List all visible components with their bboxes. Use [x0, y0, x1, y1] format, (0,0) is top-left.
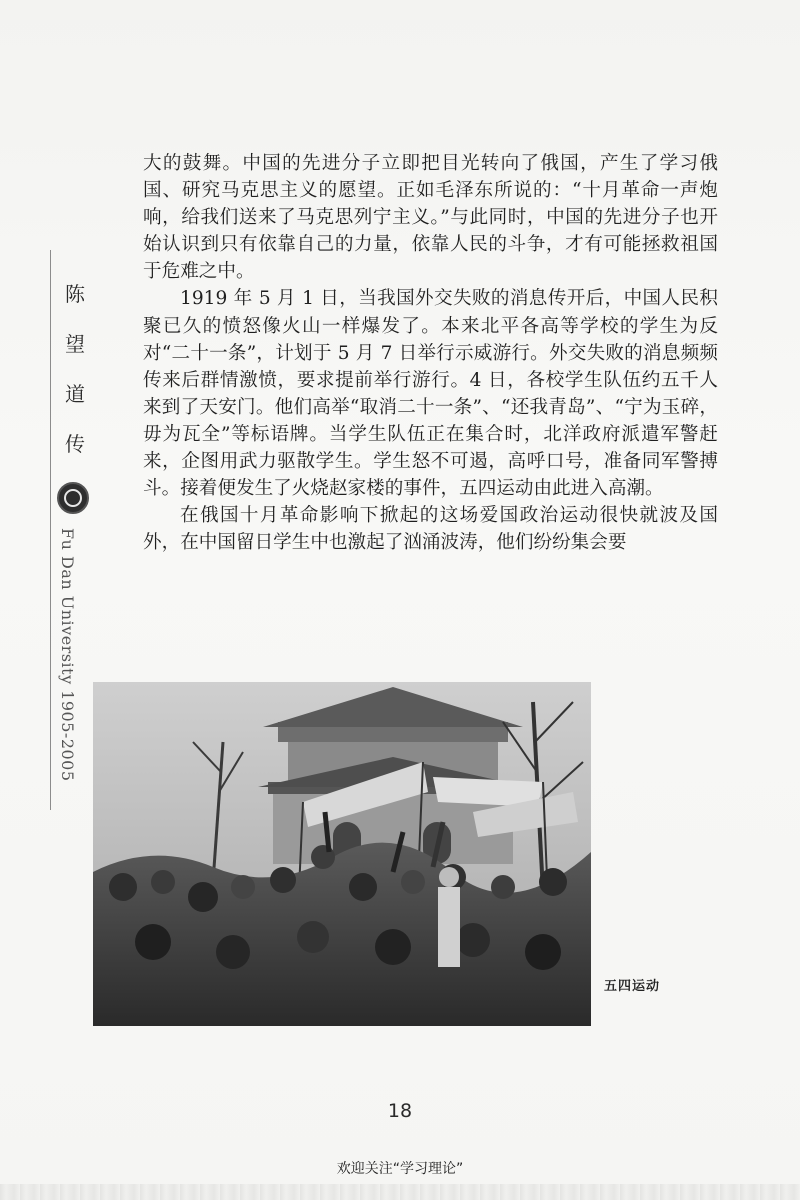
paragraph-1: 大的鼓舞。中国的先进分子立即把目光转向了俄国，产生了学习俄国、研究马克思主义的愿望。正如毛泽东所说的：“十月革命一声炮响，给我们送来了马克思列宁主义。”与此同时，中国的先进分子也开始认识到只有依靠自己的力量，依靠人民的斗争，才有可能拯救祖国于危难之中。: [143, 153, 718, 283]
bottom-strip: [0, 1184, 800, 1200]
side-english-caption: Fu Dan University 1905-2005: [58, 528, 77, 782]
body-text: [143, 150, 718, 556]
side-title-char-1: 陈: [65, 282, 85, 306]
page-number: 18: [387, 1100, 413, 1122]
paragraph-3: 在俄国十月革命影响下掀起的这场爱国政治运动很快就波及国外，在中国留日学生中也激起了汹涌波涛，他们纷纷集会要: [143, 505, 718, 554]
side-title-char-2: 望: [65, 332, 85, 356]
photo-illustration: [93, 682, 591, 1026]
paragraph-2: 1919 年 5 月 1 日，当我国外交失败的消息传开后，中国人民积聚已久的愤怒像火山一样爆发了。本来北平各高等学校的学生为反对“二十一条”，计划于 5 月 7 日举行示威游行。外交失败的消息频频传来后群情激愤，要求提前举行游行。4 日，各校学生队伍约五千人来到了天安门。他们高举“取消二十一条”、“还我青岛”、“宁为玉碎，毋为瓦全”等标语牌。当学生队伍正在集合时，北洋政府派遣军警赶来，企图用武力驱散学生。学生怒不可遏，高呼口号，准备同军警搏斗。接着便发生了火烧赵家楼的事件，五四运动由此进入高潮。: [143, 288, 718, 500]
margin-rule: [50, 250, 51, 810]
side-title-char-3: 道: [65, 382, 85, 406]
side-title-char-4: 传: [65, 432, 85, 456]
university-emblem-icon: [57, 482, 89, 514]
figure-caption: 五四运动: [604, 979, 661, 994]
may-fourth-photo: [93, 682, 591, 1026]
footer-note: 欢迎关注“学习理论”: [336, 1161, 464, 1177]
